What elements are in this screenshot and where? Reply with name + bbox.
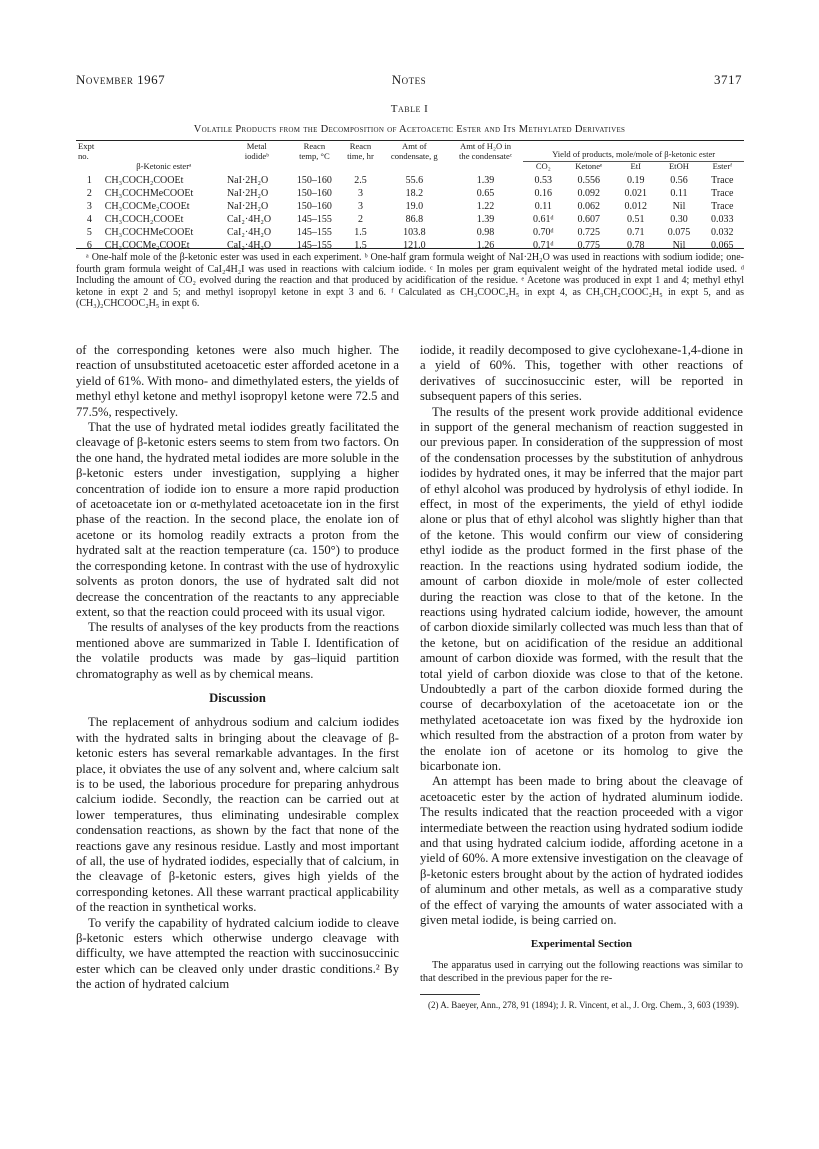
col-header-water: Amt of H₂O in the condensateᶜ bbox=[459, 141, 513, 161]
paragraph: The replacement of anhydrous sodium and calcium iodides with the hydrated salts in bringing about the cleavage of β-ketonic esters has several remarkable advantages. In the first place, it obviates the use of any solvent and, where calcium salt is to be used, the laborious procedure for preparing anhydrous calcium iodide. Secondly, the reaction can be carried out at lower temperatures, thus eliminating undesirable complex condensation reactions, as shown by the fact that none of the reactions gave any resinous residue. Lastly and most important of all, the use of hydrated iodides, especially that of calcium, in the cleavage of β-ketonic esters, gives high yields of the corresponding ketones. All these warrant practical applicability of the reaction in synthetical works. bbox=[76, 715, 399, 915]
table-row: 2 CH₃COCHMeCOOEt NaI·2H₂O 150–160 3 18.2 0.65 0.16 0.092 0.021 0.11 Trace bbox=[86, 188, 734, 199]
col-header-iodide: Metal iodideᵇ bbox=[244, 141, 269, 161]
section-heading-discussion: Discussion bbox=[209, 690, 266, 705]
footnote-divider bbox=[420, 994, 480, 995]
table-footnotes bbox=[76, 252, 744, 310]
paragraph: The apparatus used in carrying out the following reactions was similar to that described in the previous paper for the re- bbox=[420, 959, 743, 984]
paragraph: To verify the capability of hydrated calcium iodide to cleave β-ketonic esters which otherwise undergo cleavage with difficulty, we have attempted the reaction with succinosuccinic ester which can be cleaved only under drastic conditions.² By the action of hydrated calcium bbox=[76, 915, 399, 992]
footnote-text: ᵃ One-half mole of the β-ketonic ester was used in each experiment. ᵇ One-half gram formula weight of NaI·2H₂O was used in reactions with sodium iodide; one-fourth gram formula weight of CaI₂4H₂I was used in reactions with calcium iodide. ᶜ In moles per gram equivalent weight of the hydrated metal iodide used. ᵈ Including the amount of CO₂ evolved during the reaction and that produced by acidification of the residue. ᵉ Acetone was produced in expt 1 and 4; methyl ethyl ketone in expt 2 and 5; and methyl isopropyl ketone in expt 3 and 6. ᶠ Calculated as CH₃COOC₂H₅ in expt 4, as CH₃CH₂COOC₂H₅ in expt 5, and as (CH₃)₂CHCOOC₂H₅ in expt 6. bbox=[76, 252, 744, 309]
table-label: Table I bbox=[390, 103, 429, 115]
paragraph: The results of the present work provide additional evidence in support of the general mechanism of reaction suggested in our previous paper. In consideration of the suppression of most of the condensation processes by the substitution of anhydrous iodides by hydrated ones, it may be inferred that the major part of ethyl alcohol was produced by hydrolysis of ethyl iodide. In effect, in most of the experiments, the yield of ethyl iodide alone or plus that of ethyl alcohol was slightly higher than that of the ketone. This would confirm our view of considering ethyl iodide as the product formed in the first phase of the reaction. In the reactions using hydrated sodium iodide, the amount of carbon dioxide in mole/mole of ester collected during the reaction was close to that of the ketone. In the reactions using hydrated calcium iodide, however, the amount of carbon dioxide similarly collected was much less than that of the ketone, but on acidification of the residue an additional amount of carbon dioxide was formed, with the result that the total yield of carbon dioxide was close to that of the ketone. Undoubtedly a part of the carbon dioxide formed during the course of decarboxylation of the acetoacetate ion or the methylated acetoacetate ion was fixed by the hydroxide ion which resulted from the abstraction of a proton from water by the enolate ion of acetone or its homolog to give the bicarbonate ion. bbox=[420, 404, 743, 773]
header-date: November 1967 bbox=[76, 72, 166, 87]
running-head bbox=[76, 72, 742, 90]
paragraph: That the use of hydrated metal iodides greatly facilitated the cleavage of β-ketonic esters seems to stem from two factors. On the one hand, the hydrated metal iodides are more soluble in the β-ketonic esters under investigation, supplying a higher concentration of iodide ion to ensure a more rapid production of acetoacetate ion or α-methylated acetoacetate ion in the first phase of the reaction. In the second place, the enolate ion of acetone or its homolog readily extracts a proton from the hydrated salt at the reaction temperature (ca. 150°) to produce the corresponding ketone. In contrast with the use of hydroxylic solvents as proton donors, the use of hydrated salt did not decrease the concentration of the reactants to any appreciable extent, so that the reaction could proceed with its usual vigor. bbox=[76, 420, 399, 619]
table-bottom-rule bbox=[76, 248, 744, 249]
table-row: 3 CH₃COCMe₂COOEt NaI·2H₂O 150–160 3 19.0 1.22 0.11 0.062 0.012 Nil Trace bbox=[86, 201, 734, 212]
col-header-ester-product: Esterᶠ bbox=[712, 160, 733, 171]
col-header-temp: Reacn temp, °C bbox=[299, 141, 330, 161]
paragraph: iodide, it readily decomposed to give cyclohexane-1,4-dione in a yield of 60%. This, together with other reactions of derivatives of succinosuccinic ester, will be reported in subsequent papers of this series. bbox=[420, 343, 743, 404]
table-row: 4 CH₃COCH₂COOEt CaI₂·4H₂O 145–155 2 86.8 1.39 0.61ᵈ 0.607 0.51 0.30 0.033 bbox=[86, 214, 734, 225]
table-row: 5 CH₃COCHMeCOOEt CaI₂·4H₂O 145–155 1.5 103.8 0.98 0.70ᵈ 0.725 0.71 0.075 0.032 bbox=[86, 227, 734, 238]
col-header-etoh: EtOH bbox=[668, 160, 689, 171]
col-header-condensate: Amt of condensate, g bbox=[390, 141, 438, 161]
table-row: 1 CH₃COCH₂COOEt NaI·2H₂O 150–160 2.5 55.6 1.39 0.53 0.556 0.19 0.56 Trace bbox=[86, 175, 734, 186]
paragraph: An attempt has been made to bring about the cleavage of acetoacetic ester by the action of hydrated aluminum iodide. The results indicated that the reaction proceeded with a vigor intermediate between the reaction using hydrated sodium iodide and that using hydrated calcium iodide, affording acetone in a yield of 60%. A more extensive investigation on the cleavage of β-ketonic esters brought about by the action of hydrated iodides of aluminum and other metals, as well as a comparative study of the effect of varying the amounts of water associated with a given metal iodide, is being carried on. bbox=[420, 774, 743, 928]
table-row: 6 CH₃COCMe₂COOEt CaI₂·4H₂O 145–155 1.5 121.0 1.26 0.71ᵈ 0.775 0.78 Nil 0.065 bbox=[86, 240, 734, 251]
results-table bbox=[76, 142, 744, 252]
section-heading-experimental: Experimental Section bbox=[530, 938, 633, 951]
left-column bbox=[76, 343, 399, 993]
col-header-eti: EtI bbox=[630, 160, 641, 171]
col-header-yield-group: Yield of products, mole/mole of β-ketonic ester bbox=[523, 142, 744, 161]
col-header-expt: Expt no. bbox=[78, 141, 95, 161]
col-header-co2: CO₂ bbox=[535, 160, 551, 171]
col-header-time: Reacn time, hr bbox=[347, 141, 374, 161]
paragraph: of the corresponding ketones were also much higher. The reaction of unsubstituted acetoacetic ester afforded acetone in a yield of 61%. With mono- and dimethylated esters, the yields of methyl ethyl ketone and methyl isopropyl ketone were 72.5 and 77.5%, respectively. bbox=[76, 343, 399, 419]
header-section: Notes bbox=[391, 72, 427, 87]
col-header-ketone: Ketoneᵉ bbox=[575, 160, 603, 171]
col-header-ester: β-Ketonic esterᵃ bbox=[136, 160, 192, 171]
page-number: 3717 bbox=[714, 72, 742, 87]
table-caption: Volatile Products from the Decomposition of Acetoacetic Ester and Its Methylated Derivatives bbox=[193, 124, 626, 135]
reference-footnote: (2) A. Baeyer, Ann., 278, 91 (1894); J. R. Vincent, et al., J. Org. Chem., 3, 603 (1939). bbox=[428, 999, 739, 1010]
paragraph: The results of analyses of the key products from the reactions mentioned above are summarized in Table I. Identification of the volatile products was made by gas–liquid partition chromatography as well as by chemical means. bbox=[76, 620, 399, 681]
right-column bbox=[420, 343, 743, 1011]
